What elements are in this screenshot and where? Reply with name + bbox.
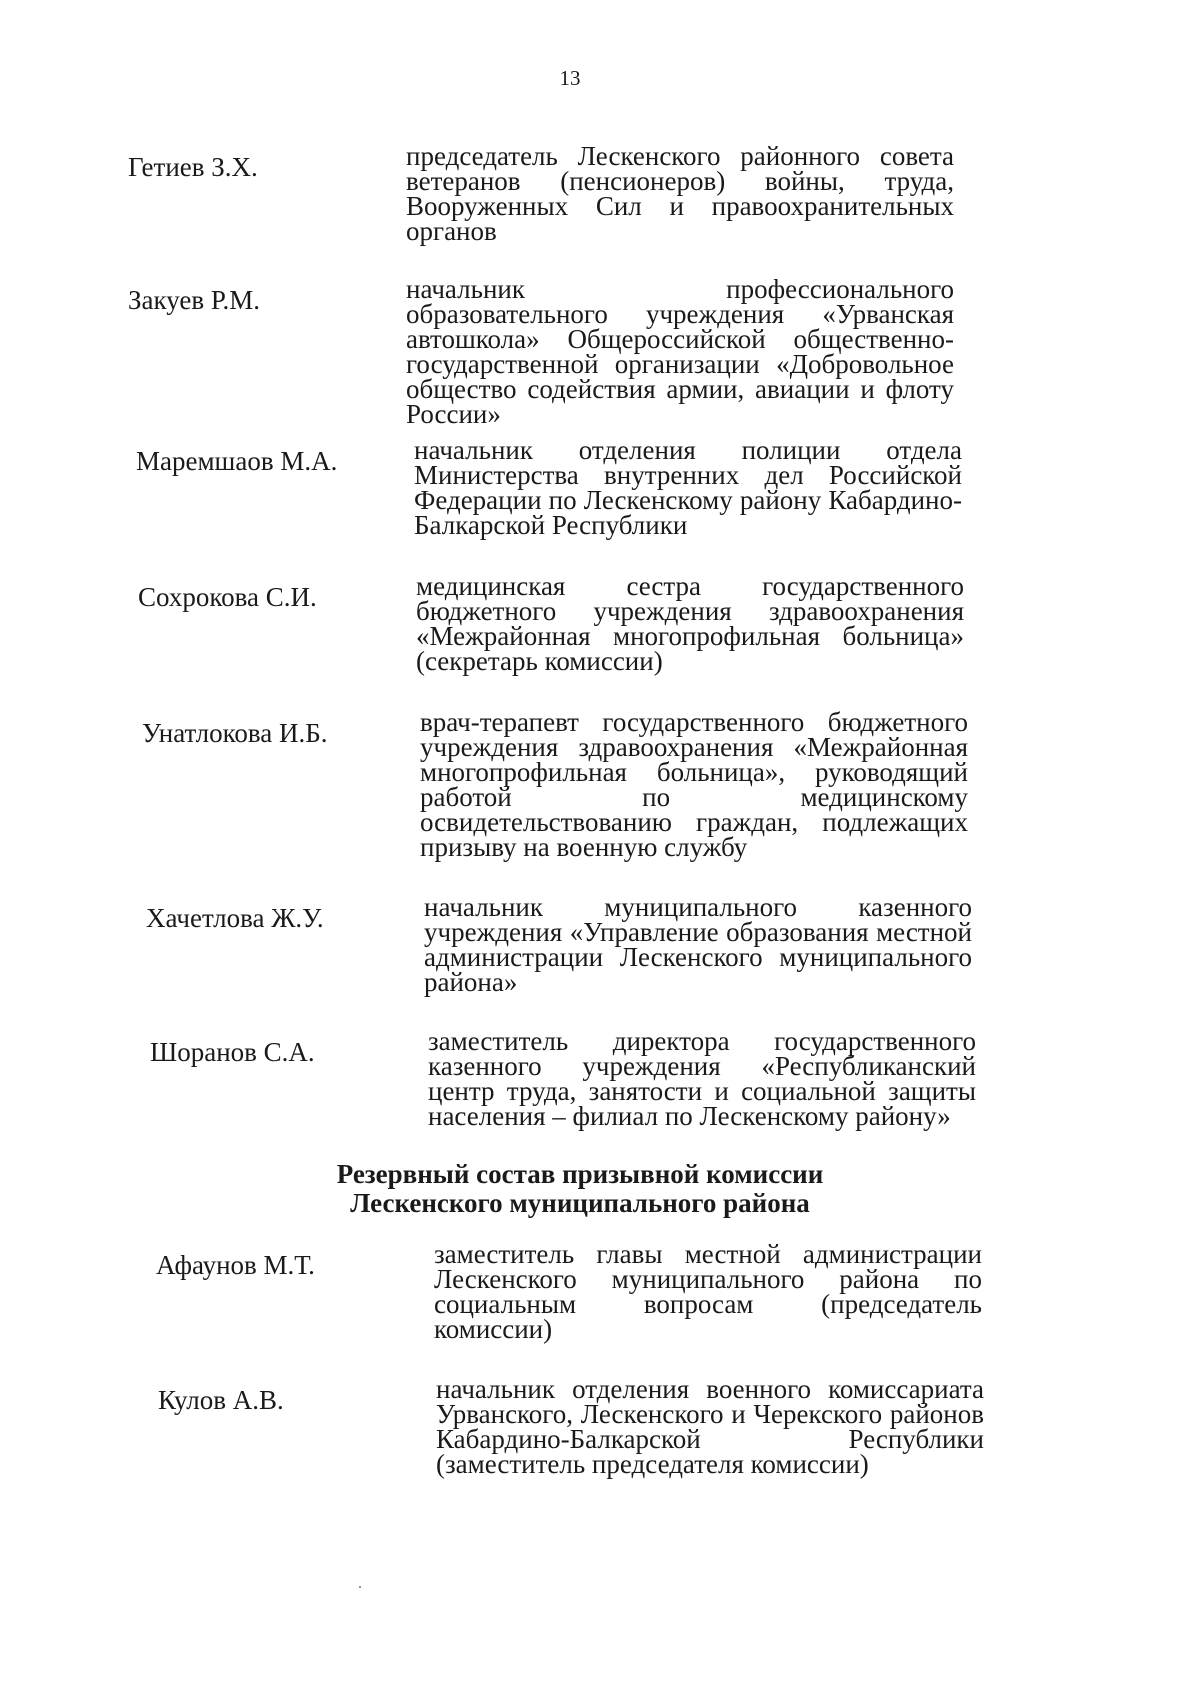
member-name: Маремшаов М.А. [136,446,338,476]
member-role: начальник отделения военного комиссариата Урванского, Лескенского и Черекского районов Кабардино-Балкарской Республики (заместитель председателя комиссии) [436,1374,984,1479]
reserve-title-line1: Резервный состав призывной комиссии [336,1159,824,1189]
member-role: начальник профессионального образовательного учреждения «Урванская автошкола» Общероссийской общественно-государственной организации «Добровольное общество содействия армии, авиации и флоту России» [406,274,954,429]
member-name: Шоранов С.А. [150,1037,315,1067]
member-name: Сохрокова С.И. [138,582,317,612]
scan-artifact [359,1586,361,1588]
member-name: Закуев Р.М. [128,285,261,315]
member-name: Хачетлова Ж.У. [146,903,324,933]
member-role: заместитель директора государственного казенного учреждения «Республиканский центр труда, занятости и социальной защиты населения – филиал по Лескенскому району» [428,1026,976,1131]
member-name: Афаунов М.Т. [156,1250,315,1280]
member-role: медицинская сестра государственного бюджетного учреждения здравоохранения «Межрайонная многопрофильная больница» (секретарь комиссии) [416,571,964,676]
member-name: Кулов А.В. [158,1385,284,1415]
member-role: начальник муниципального казенного учреждения «Управление образования местной администрации Лескенского муниципального района» [424,892,972,997]
page-number: 13 [559,66,581,90]
reserve-section-title [300,1160,860,1218]
member-name: Унатлокова И.Б. [142,718,328,748]
member-role: врач-терапевт государственного бюджетного учреждения здравоохранения «Межрайонная многопрофильная больница», руководящий работой по медицинскому освидетельствованию граждан, подлежащих призыву на военную службу [420,707,968,862]
member-name: Гетиев З.Х. [128,152,258,182]
member-role: председатель Лескенского районного совета ветеранов (пенсионеров) войны, труда, Вооруженных Сил и правоохранительных органов [406,141,954,246]
member-role: начальник отделения полиции отдела Министерства внутренних дел Российской Федерации по Лескенскому району Кабардино-Балкарской Республики [414,435,962,540]
member-role: заместитель главы местной администрации Лескенского муниципального района по социальным вопросам (председатель комиссии) [434,1239,982,1344]
reserve-title-line2: Лескенского муниципального района [350,1188,810,1218]
